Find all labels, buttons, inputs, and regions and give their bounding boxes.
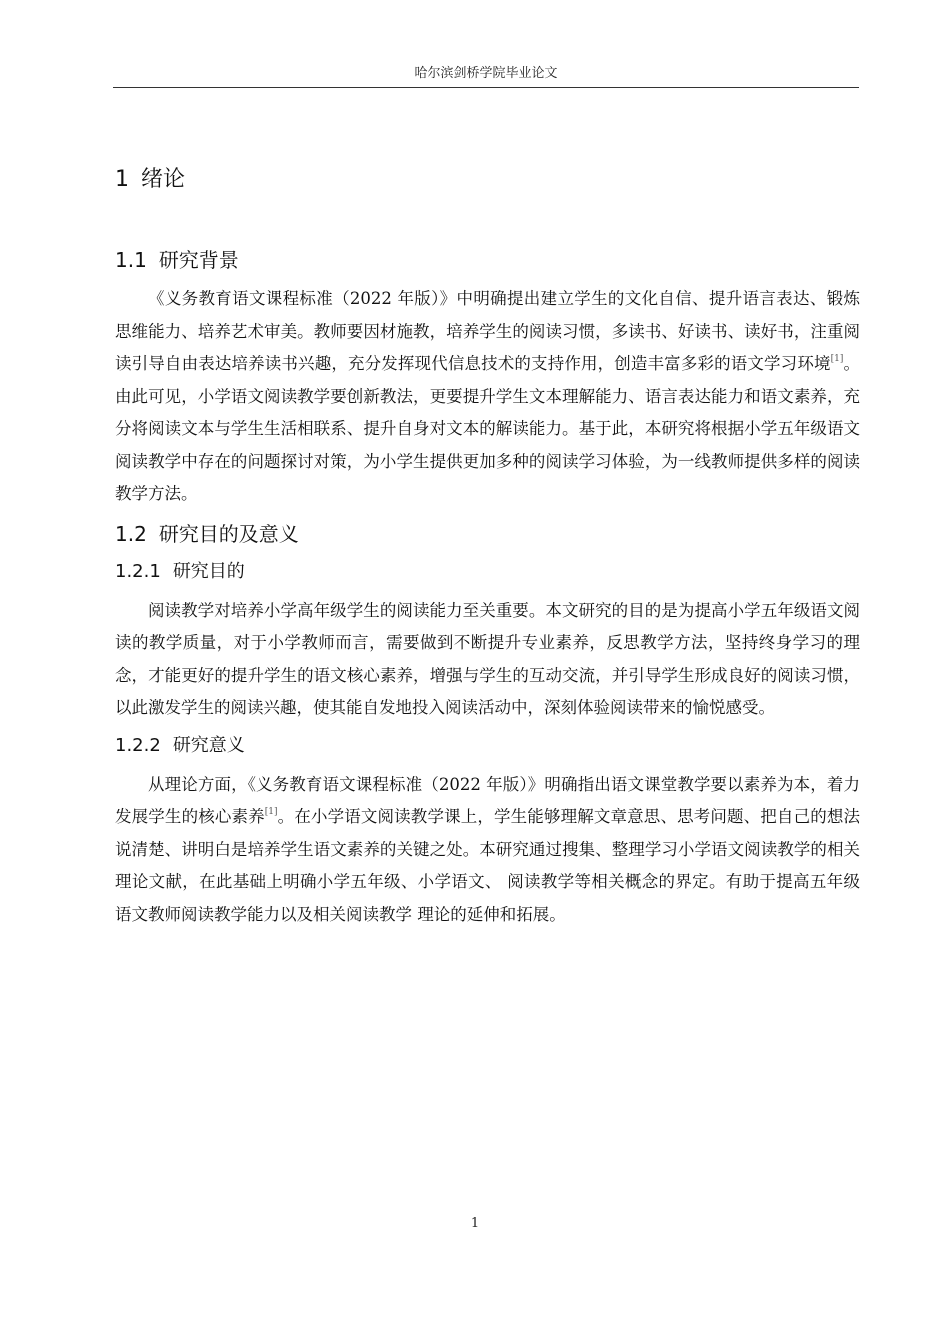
section-heading-purpose-significance [115,517,860,551]
running-header: 哈尔滨剑桥学院毕业论文 [414,66,558,81]
paragraph-purpose: 阅读教学对培养小学高年级学生的阅读能力至关重要。本文研究的目的是为提高小学五年级语文阅读的教学质量，对于小学教师而言，需要做到不断提升专业素养，反思教学方法，坚持终身学习的理念，才能更好的提升学生的语文核心素养，增强与学生的互动交流，并引导学生形成良好的阅读习惯，以此激发学生的阅读兴趣，使其能自发地投入阅读活动中，深刻体验阅读带来的愉悦感受。 [115,600,860,717]
section-number: 1.2 [115,521,147,546]
subsection-heading-significance [115,730,860,762]
paragraph-text: 从理论方面，《义务教育语文课程标准（2022 年版）》明确指出语文课堂教学要以素养为本，着力发展学生的核心素养 [115,774,860,826]
paragraph-text: 。在小学语文阅读教学课上，学生能够理解文章意思、思考问题、把自己的想法说清楚、讲明白是培养学生语文素养的关键之处。本研究通过搜集、整理学习小学语文阅读教学的相关理论文献，在此基础上明确小学五年级、小学语文、 阅读教学等相关概念的界定。有助于提高五年级语文教师阅读教学能力以及相关阅读教学 理论的延伸和拓展。 [115,807,861,924]
paragraph-text: 《义务教育语文课程标准（2022 年版）》中明确提出建立学生的文化自信、提升语言表达、锻炼思维能力、培养艺术审美。教师要因材施教，培养学生的阅读习惯，多读书、好读书、读好书，注重阅读引导自由表达培养读书兴趣，充分发挥现代信息技术的支持作用，创造丰富多彩的语文学习环境 [115,289,860,373]
chapter-title-text: 绪论 [141,167,186,192]
subsection-title: 研究目的 [172,560,245,582]
paragraph-significance [115,769,860,932]
citation-ref[interactable]: [1] [264,807,278,817]
section-title: 研究目的及意义 [158,521,299,546]
subsection-title: 研究意义 [172,734,245,756]
header-rule [113,87,859,88]
chapter-number: 1 [115,167,129,192]
section-title: 研究背景 [158,248,239,272]
subsection-heading-purpose [115,556,860,588]
paragraph-text: 。由此可见，小学语文阅读教学要创新教法，更要提升学生文本理解能力、语言表达能力和语文素养，充分将阅读文本与学生生活相联系、提升自身对文本的解读能力。基于此，本研究将根据小学五年级语文阅读教学中存在的问题探讨对策，为小学生提供更加多种的阅读学习体验，为一线教师提供多样的阅读教学方法。 [115,354,861,503]
paragraph-background [115,283,860,511]
page-number: 1 [470,1216,480,1231]
section-heading-background [115,243,860,277]
chapter-heading [115,160,860,200]
subsection-number: 1.2.2 [115,734,161,756]
citation-ref[interactable]: [1] [830,354,844,364]
subsection-number: 1.2.1 [115,560,161,582]
chapter-title [115,160,860,200]
page-content [115,160,860,931]
section-number: 1.1 [115,248,147,272]
